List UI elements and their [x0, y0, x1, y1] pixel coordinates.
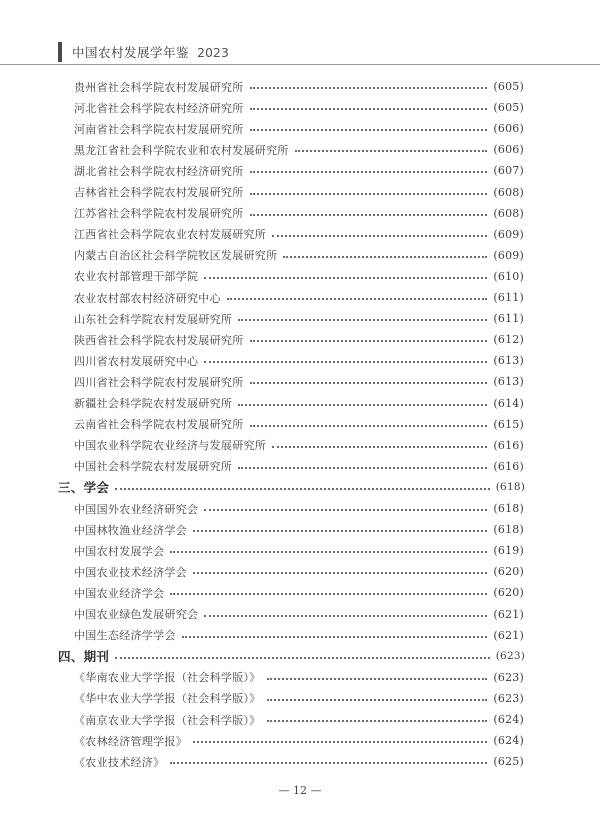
toc-entry-title: 江苏省社会科学院农村发展研究所: [74, 207, 244, 221]
dot-leader: [250, 339, 488, 342]
toc-entry: [0, 519, 524, 540]
toc-entry-page: (618): [495, 481, 525, 494]
dot-leader: [267, 698, 488, 701]
toc-entry: [0, 329, 524, 350]
toc-entry-page: (608): [493, 185, 524, 199]
toc-entry-title: 山东社会科学院农村发展研究所: [74, 312, 233, 326]
toc-entry-page: (613): [493, 354, 524, 368]
toc-entry-page: (614): [493, 396, 524, 410]
toc-entry: [0, 561, 524, 582]
toc-entry: [0, 97, 524, 118]
dot-leader: [250, 107, 488, 110]
toc-entry: [0, 76, 524, 97]
dot-leader: [267, 677, 488, 680]
toc-entry: [0, 224, 524, 245]
toc-entry-page: (616): [493, 438, 524, 452]
toc-entry-title: 河北省社会科学院农村经济研究所: [74, 101, 244, 115]
toc-entry: [0, 540, 524, 561]
toc-entry: [0, 139, 524, 160]
toc-entry-page: (621): [493, 607, 524, 621]
toc-entry-title: 四川省农村发展研究中心: [74, 354, 199, 368]
dot-leader: [204, 614, 487, 617]
dot-leader: [204, 360, 487, 363]
toc-entry: [0, 414, 524, 435]
toc-entry: [0, 118, 524, 139]
toc-entry: [0, 393, 524, 414]
toc-entry-title: 中国生态经济学学会: [74, 629, 176, 643]
toc-entry: [0, 709, 524, 730]
toc-entry-page: (624): [493, 734, 524, 748]
toc-entry-page: (608): [493, 206, 524, 220]
toc-entry-title: 农业农村部农村经济研究中心: [74, 291, 221, 305]
toc-entry: [0, 625, 524, 646]
toc-entry: [0, 182, 524, 203]
dot-leader: [250, 128, 488, 131]
header-rule: [0, 64, 600, 65]
toc-entry: [0, 435, 524, 456]
dot-leader: [295, 149, 488, 152]
toc-entry: [0, 730, 524, 751]
toc-entry-title: 《华中农业大学学报（社会科学版）》: [74, 692, 261, 706]
toc-entry-page: (606): [493, 143, 524, 157]
dot-leader: [170, 550, 487, 553]
toc-entry-page: (612): [493, 333, 524, 347]
toc-entry-page: (611): [493, 291, 524, 304]
toc-entry: [0, 245, 524, 266]
toc-entry-title: 中国社会科学院农村发展研究所: [74, 460, 233, 474]
dot-leader: [193, 740, 487, 743]
dot-leader: [193, 571, 487, 574]
toc-entry-page: (605): [493, 101, 524, 115]
toc-entry-page: (613): [493, 375, 524, 389]
toc-entry-page: (616): [493, 459, 524, 473]
toc-entry-page: (620): [493, 586, 524, 600]
toc-section-heading: [0, 477, 525, 498]
toc-entry-page: (609): [493, 227, 524, 241]
toc-entry: [0, 582, 524, 603]
toc-entry-title: 黑龙江省社会科学院农业和农村发展研究所: [74, 143, 289, 157]
toc-entry-page: (621): [493, 628, 524, 642]
running-header: [58, 40, 229, 64]
header-year: 2023: [197, 44, 229, 60]
toc-entry-page: (611): [493, 312, 524, 326]
dot-leader: [238, 466, 487, 469]
toc-entry: [0, 160, 524, 181]
dot-leader: [204, 508, 487, 511]
dot-leader: [272, 445, 487, 448]
toc-entry-page: (607): [493, 164, 524, 178]
toc-entry: [0, 308, 524, 329]
dot-leader: [170, 761, 487, 764]
dot-leader: [250, 170, 488, 173]
toc-entry-page: (609): [493, 248, 524, 262]
toc-entry-page: (619): [493, 544, 524, 558]
toc-entry: [0, 350, 524, 371]
toc-entry: [0, 266, 524, 287]
toc-entry: [0, 604, 524, 625]
dot-leader: [267, 719, 488, 722]
dot-leader: [182, 635, 488, 638]
toc-entry: [0, 371, 524, 392]
toc-entry-title: 农业农村部管理干部学院: [74, 270, 199, 284]
toc-entry-title: 中国农业绿色发展研究会: [74, 608, 199, 621]
header-title: 中国农村发展学年鉴: [72, 45, 190, 60]
toc-entry-page: (610): [493, 269, 524, 283]
toc-entry-title: 中国农业技术经济学会: [74, 565, 187, 579]
dot-leader: [238, 318, 487, 321]
header-bar-mark: [58, 42, 62, 62]
toc-entry: [0, 667, 524, 688]
toc-entry-page: (605): [493, 80, 524, 93]
dot-leader: [115, 487, 490, 490]
toc-entry-title: 《华南农业大学学报（社会科学版）》: [74, 671, 261, 685]
toc-entry-page: (623): [493, 691, 524, 705]
toc-entry-title: 中国林牧渔业经济学会: [74, 523, 187, 537]
toc-entry: [0, 287, 524, 308]
toc-entry: [0, 751, 524, 772]
toc-entry-page: (615): [493, 417, 524, 431]
dot-leader: [250, 192, 488, 195]
dot-leader: [272, 234, 487, 237]
toc-entry-page: (606): [493, 122, 524, 136]
toc-entry-title: 吉林省社会科学院农村发展研究所: [74, 186, 244, 199]
toc-entry-title: 四川省社会科学院农村发展研究所: [74, 375, 244, 389]
toc-entry-page: (620): [493, 565, 524, 579]
toc-entry-title: 中国农业经济学会: [74, 586, 165, 600]
toc-entry-title: 中国国外农业经济研究会: [74, 502, 199, 516]
dot-leader: [170, 592, 487, 595]
toc-section-heading: [0, 646, 525, 667]
dot-leader: [227, 297, 488, 300]
toc-entry: [0, 498, 524, 519]
toc-entry-title: 陕西省社会科学院农村发展研究所: [74, 333, 244, 347]
toc-entry-title: 江西省社会科学院农业农村发展研究所: [74, 228, 267, 242]
toc-entry-title: 四、期刊: [58, 649, 110, 665]
dot-leader: [283, 255, 487, 258]
toc-entry-page: (618): [493, 523, 524, 537]
dot-leader: [250, 213, 488, 216]
page-number: — 12 —: [278, 784, 322, 797]
toc-entry: [0, 203, 524, 224]
toc-entry-title: 中国农村发展学会: [74, 544, 165, 558]
toc-entry-title: 三、学会: [58, 480, 110, 496]
dot-leader: [238, 403, 487, 406]
toc-entry: [0, 456, 524, 477]
toc-entry-title: 河南省社会科学院农村发展研究所: [74, 122, 244, 136]
dot-leader: [115, 656, 490, 659]
toc-entry-title: 贵州省社会科学院农村发展研究所: [74, 80, 244, 94]
toc-entry-title: 《南京农业大学学报（社会科学版）》: [74, 713, 261, 727]
toc-entry-title: 《农林经济管理学报》: [74, 734, 187, 748]
dot-leader: [204, 276, 487, 279]
dot-leader: [250, 86, 488, 89]
toc-entry-title: 新疆社会科学院农村发展研究所: [74, 397, 233, 410]
dot-leader: [250, 424, 488, 427]
toc-entry-page: (624): [493, 713, 524, 726]
toc-entry: [0, 688, 524, 709]
toc-entry-page: (618): [493, 502, 524, 515]
dot-leader: [193, 529, 487, 532]
toc-entry-title: 中国农业科学院农业经济与发展研究所: [74, 439, 267, 453]
toc-entry-title: 湖北省社会科学院农村经济研究所: [74, 164, 244, 178]
toc-entry-title: 内蒙古自治区社会科学院牧区发展研究所: [74, 249, 278, 263]
toc-entry-page: (623): [493, 670, 524, 684]
dot-leader: [250, 381, 488, 384]
toc-entry-title: 《农业技术经济》: [74, 755, 165, 769]
toc-entry-page: (625): [493, 755, 524, 769]
toc-entry-page: (623): [495, 650, 525, 663]
toc-entry-title: 云南省社会科学院农村发展研究所: [74, 418, 244, 432]
